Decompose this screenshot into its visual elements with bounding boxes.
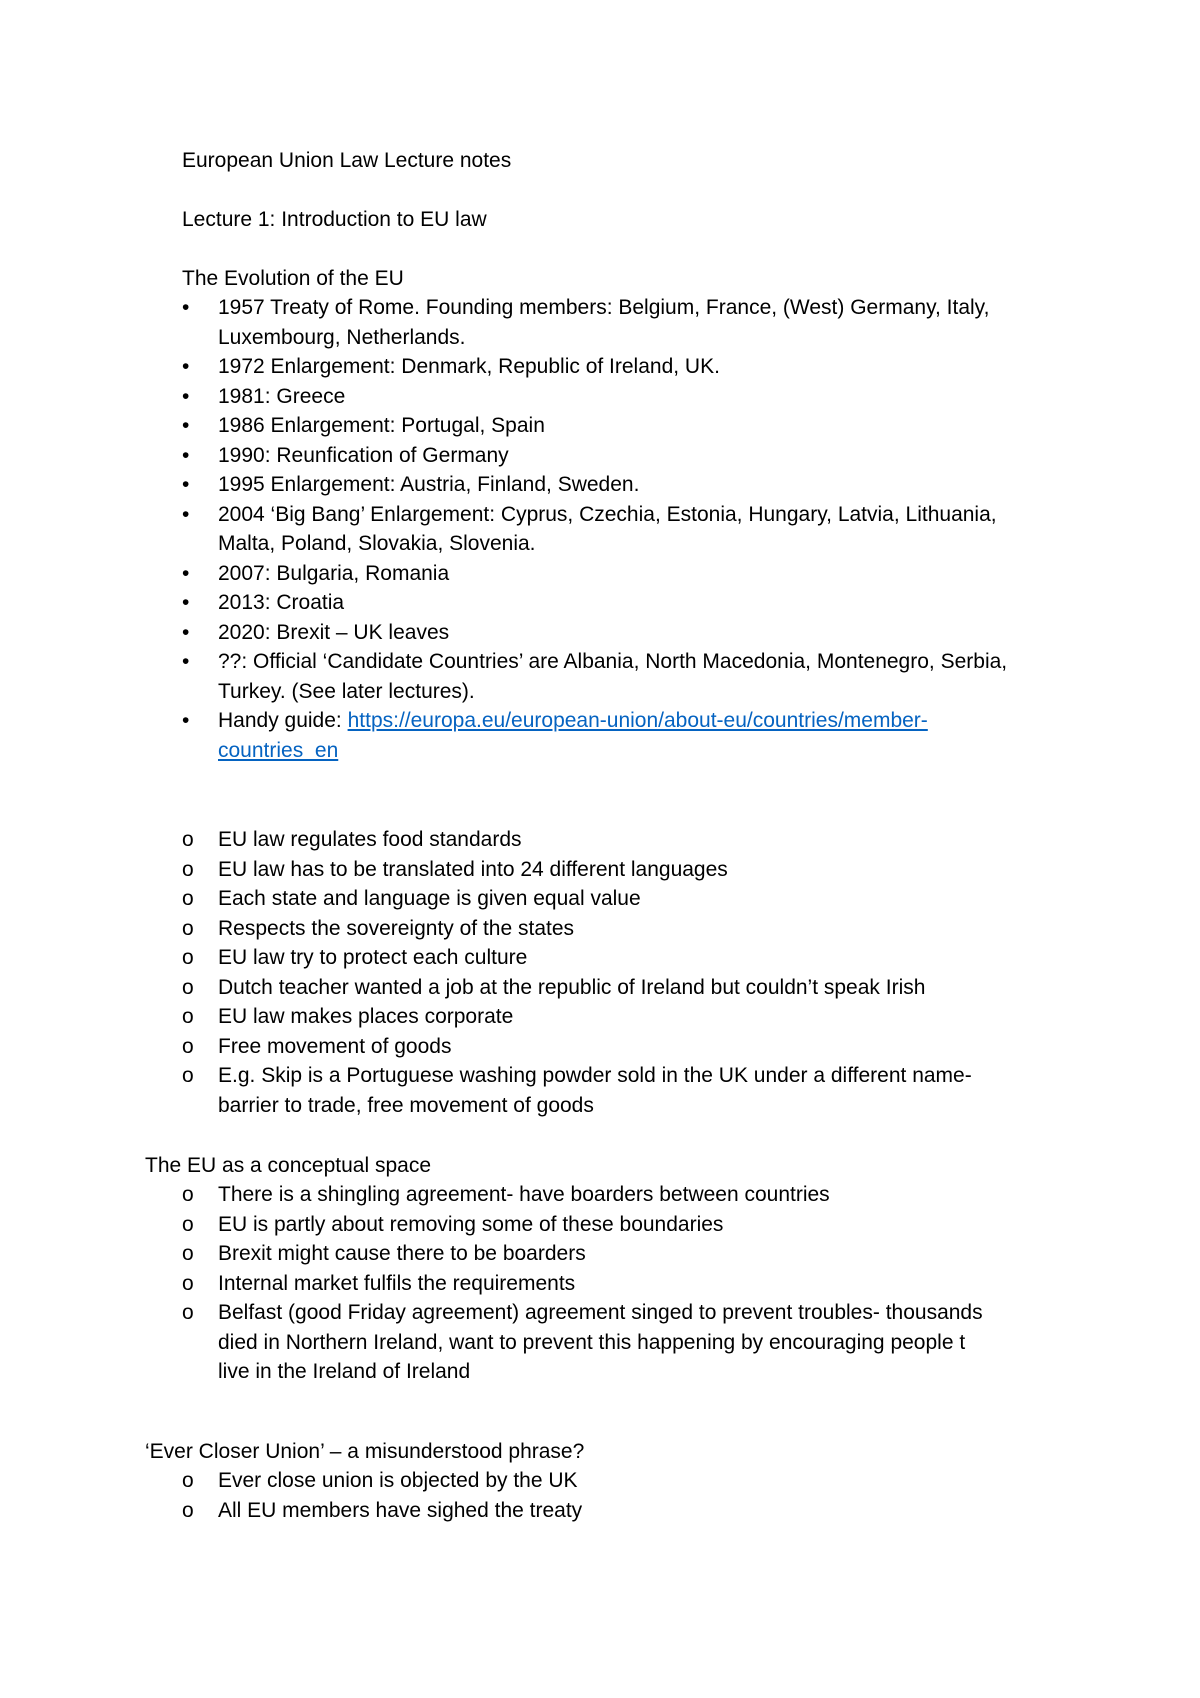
- document-title: European Union Law Lecture notes: [182, 149, 512, 172]
- list-item: • ??: Official ‘Candidate Countries’ are Albania, North Macedonia, Montenegro, Serbia, Turkey. (See later lectures).: [182, 647, 1082, 706]
- list-item: o Internal market fulfils the requirements: [182, 1269, 1082, 1299]
- list-item: o Dutch teacher wanted a job at the republic of Ireland but couldn’t speak Irish: [182, 973, 1082, 1003]
- bullet-circle-icon: o: [182, 1469, 194, 1492]
- bullet-circle-icon: o: [182, 828, 194, 851]
- bullet-circle-icon: o: [182, 887, 194, 910]
- list-item: o E.g. Skip is a Portuguese washing powder sold in the UK under a different name- barrier to trade, free movement of goods: [182, 1061, 1082, 1120]
- list-item: o EU law try to protect each culture: [182, 943, 1082, 973]
- list-item: o Respects the sovereignty of the states: [182, 914, 1082, 944]
- list-item: o EU is partly about removing some of these boundaries: [182, 1210, 1082, 1240]
- europa-link[interactable]: https://europa.eu/european-union/about-eu/countries/member-: [347, 709, 928, 732]
- closer-union-list: [182, 1466, 1082, 1525]
- bullet-dot-icon: •: [182, 650, 190, 673]
- bullet-circle-icon: o: [182, 1301, 194, 1324]
- bullet-circle-icon: o: [182, 975, 194, 999]
- lecture-title: Lecture 1: Introduction to EU law: [182, 208, 487, 231]
- list-item: • 2020: Brexit – UK leaves: [182, 618, 1082, 648]
- list-item: • 1990: Reunfication of Germany: [182, 441, 1082, 471]
- bullet-dot-icon: •: [182, 414, 190, 437]
- bullet-circle-icon: o: [182, 1212, 194, 1236]
- list-item: • 2007: Bulgaria, Romania: [182, 559, 1082, 589]
- section-heading-evolution: The Evolution of the EU: [182, 267, 404, 290]
- bullet-dot-icon: •: [182, 561, 190, 585]
- europa-link-continued[interactable]: countries_en: [218, 738, 339, 762]
- bullet-dot-icon: •: [182, 473, 190, 496]
- list-item: • 1995 Enlargement: Austria, Finland, Sweden.: [182, 470, 1082, 500]
- bullet-circle-icon: o: [182, 1005, 194, 1028]
- bullet-circle-icon: o: [182, 916, 194, 940]
- list-item: o EU law makes places corporate: [182, 1002, 1082, 1032]
- list-item: • 1957 Treaty of Rome. Founding members: Belgium, France, (West) Germany, Italy, Luxembourg, Netherlands.: [182, 293, 1082, 352]
- bullet-dot-icon: •: [182, 384, 190, 408]
- bullet-circle-icon: o: [182, 946, 194, 969]
- bullet-circle-icon: o: [182, 1183, 194, 1206]
- section-heading-conceptual: The EU as a conceptual space: [145, 1154, 432, 1177]
- list-item: o Free movement of goods: [182, 1032, 1082, 1062]
- list-item: o EU law regulates food standards: [182, 825, 1082, 855]
- list-item: • 1972 Enlargement: Denmark, Republic of Ireland, UK.: [182, 352, 1082, 382]
- list-item: • 2004 ‘Big Bang’ Enlargement: Cyprus, Czechia, Estonia, Hungary, Latvia, Lithuania, Malta, Poland, Slovakia, Slovenia.: [182, 500, 1082, 559]
- list-item: • 1981: Greece: [182, 382, 1082, 412]
- bullet-circle-icon: o: [182, 1034, 194, 1058]
- bullet-circle-icon: o: [182, 1271, 194, 1295]
- list-item: o Ever close union is objected by the UK: [182, 1466, 1082, 1496]
- conceptual-list: [182, 1180, 1082, 1387]
- list-item: o EU law has to be translated into 24 different languages: [182, 855, 1082, 885]
- list-item: o Each state and language is given equal value: [182, 884, 1082, 914]
- handy-guide-label: Handy guide:: [218, 709, 348, 732]
- bullet-circle-icon: o: [182, 857, 194, 881]
- bullet-dot-icon: •: [182, 502, 190, 526]
- list-item: • 2013: Croatia: [182, 588, 1082, 618]
- bullet-dot-icon: •: [182, 620, 190, 644]
- list-item: o All EU members have sighed the treaty: [182, 1496, 1082, 1526]
- bullet-circle-icon: o: [182, 1242, 194, 1265]
- evolution-list: [182, 293, 1082, 765]
- list-item: o Brexit might cause there to be boarders: [182, 1239, 1082, 1269]
- bullet-circle-icon: o: [182, 1498, 194, 1522]
- list-item: o There is a shingling agreement- have boarders between countries: [182, 1180, 1082, 1210]
- list-item: • 1986 Enlargement: Portugal, Spain: [182, 411, 1082, 441]
- bullet-dot-icon: •: [182, 591, 190, 614]
- list-item: o Belfast (good Friday agreement) agreement singed to prevent troubles- thousands died in Northern Ireland, want to prevent this happening by encouraging people t live in the Ireland of Ireland: [182, 1298, 1082, 1387]
- bullet-dot-icon: •: [182, 443, 190, 467]
- bullet-circle-icon: o: [182, 1064, 194, 1087]
- notes-list: [182, 825, 1082, 1120]
- bullet-dot-icon: •: [182, 709, 190, 732]
- list-item: [182, 706, 1082, 765]
- bullet-dot-icon: •: [182, 355, 190, 378]
- section-heading-closer-union: ‘Ever Closer Union’ – a misunderstood phrase?: [145, 1440, 585, 1463]
- bullet-dot-icon: •: [182, 296, 190, 319]
